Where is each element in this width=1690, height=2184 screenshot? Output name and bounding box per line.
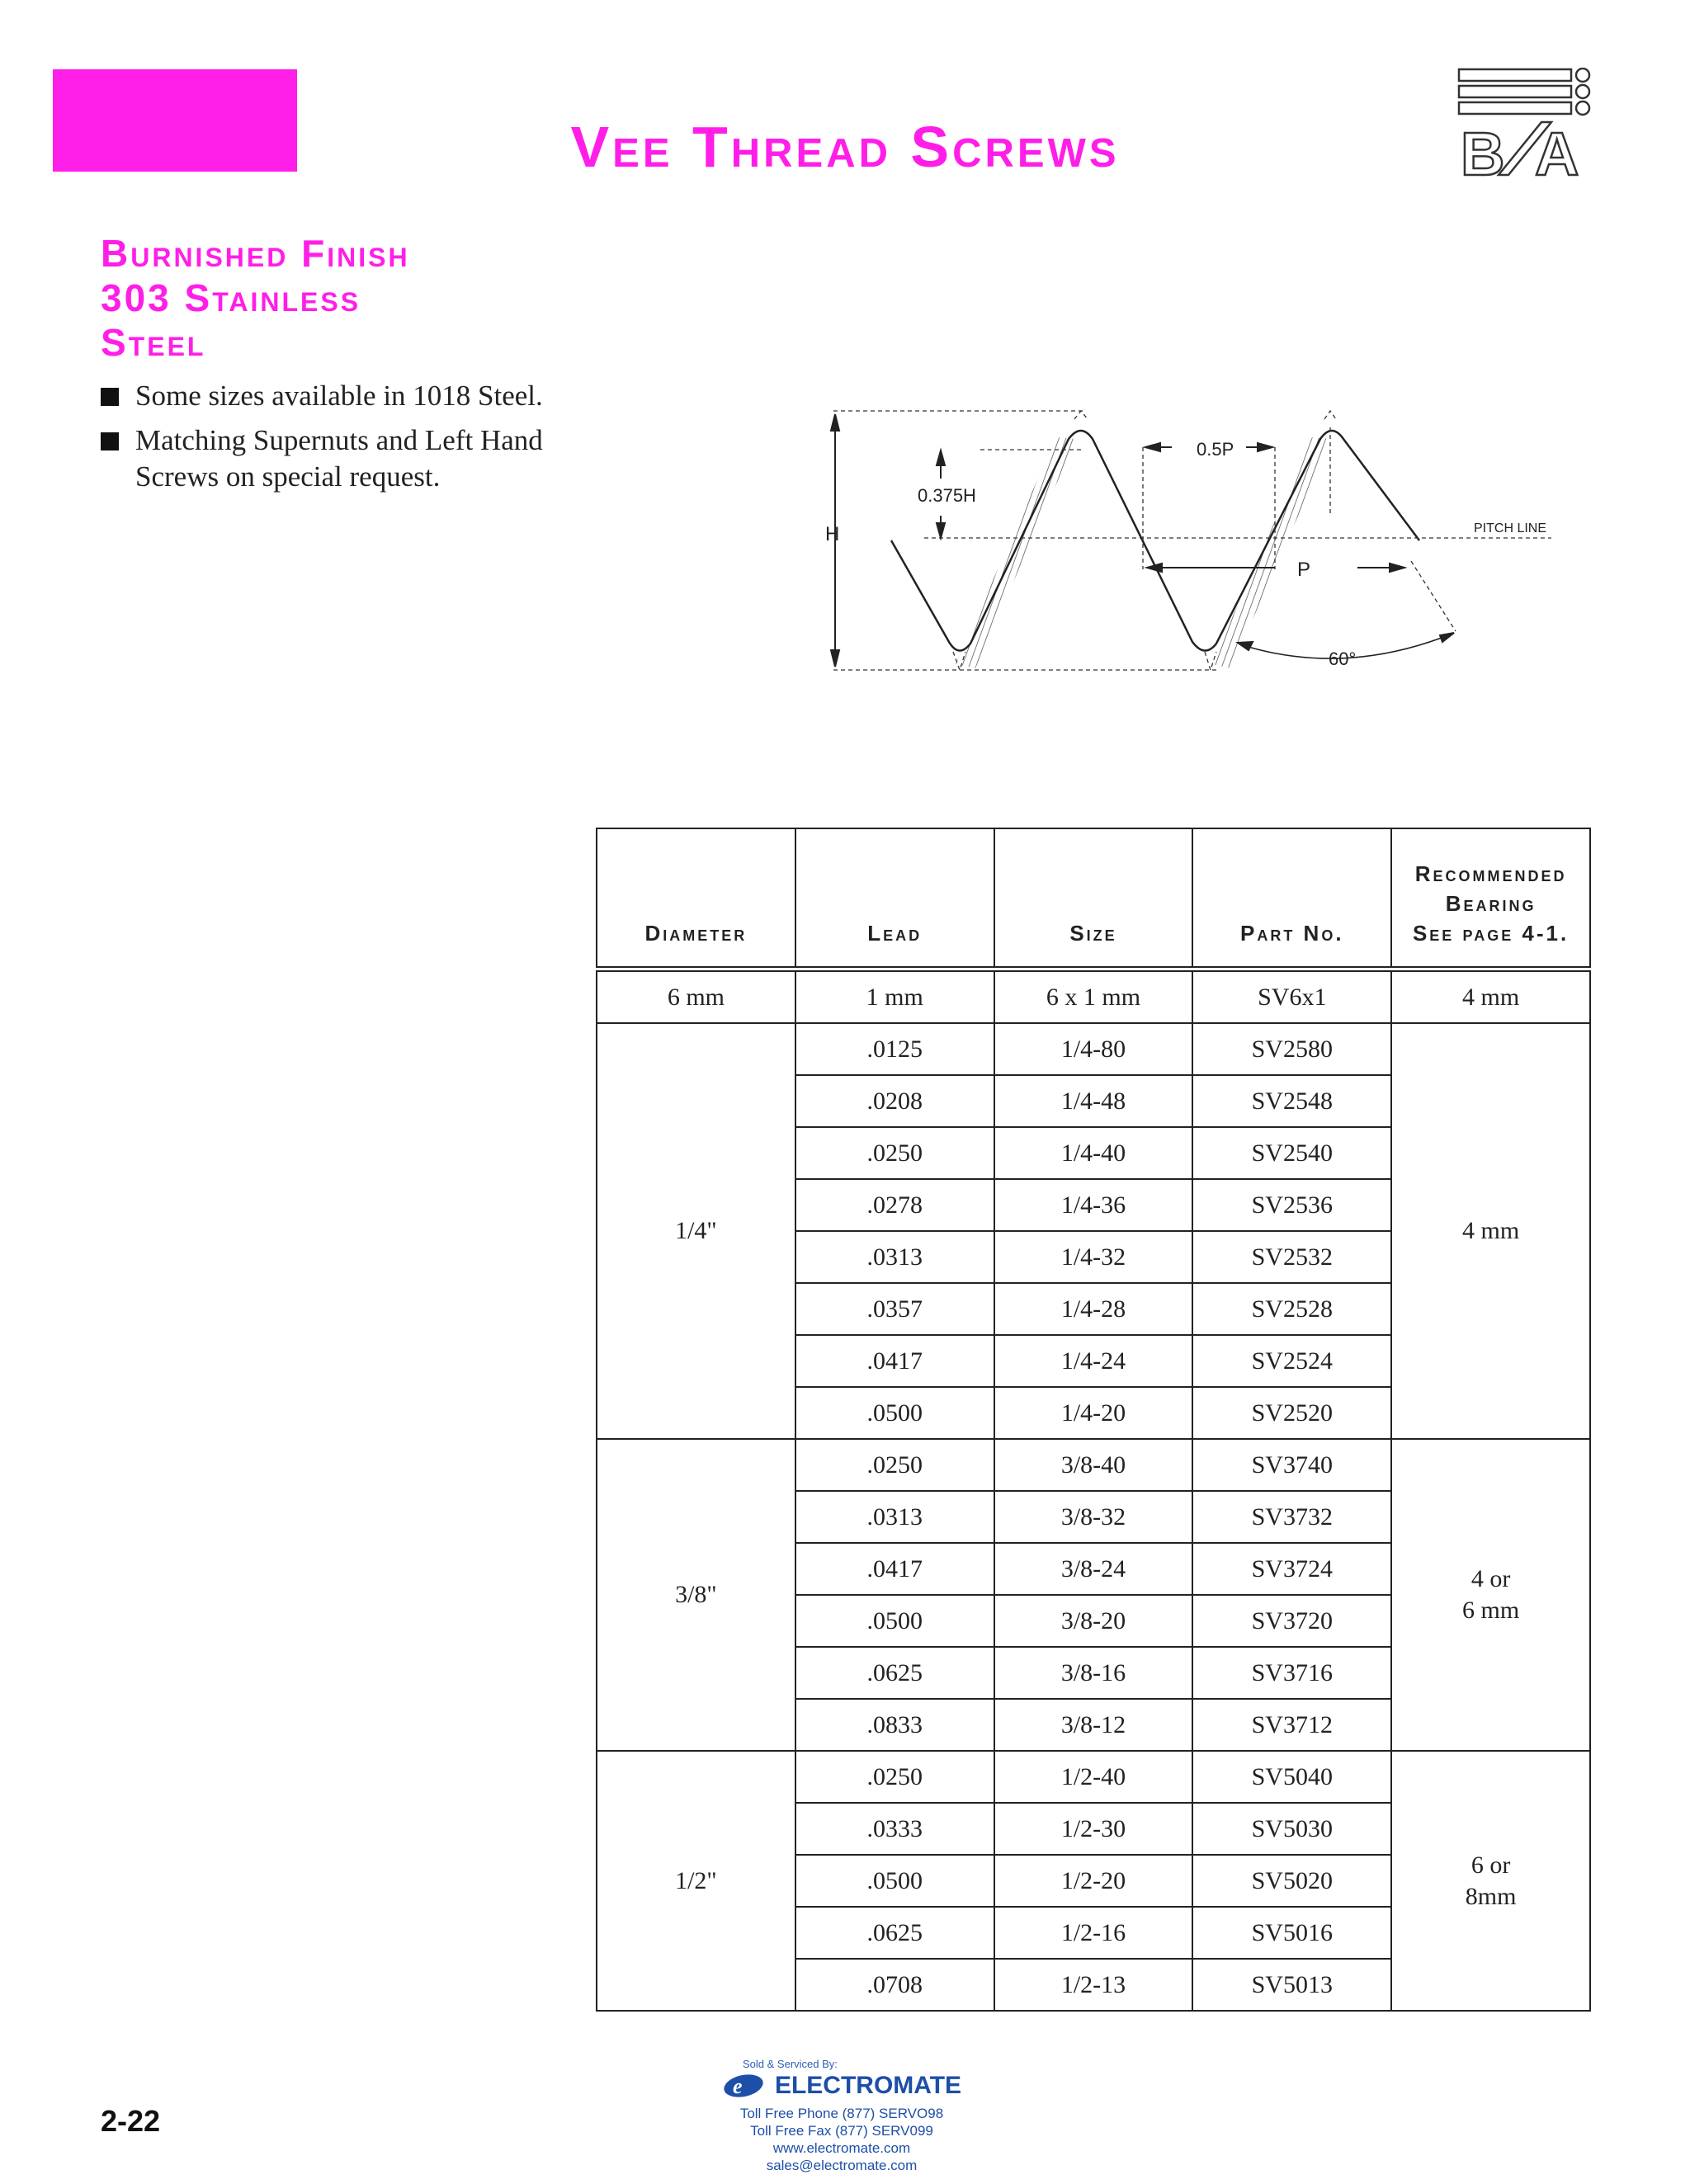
bearing-cell: 4 or 6 mm (1391, 1439, 1590, 1751)
half-p-label: 0.5P (1197, 439, 1234, 460)
p-label: P (1297, 559, 1311, 581)
bearing-header-line: Bearing (1445, 891, 1537, 916)
lead-cell: .0417 (795, 1335, 994, 1387)
lead-cell: .0125 (795, 1023, 994, 1075)
size-cell: 3/8-16 (994, 1647, 1193, 1699)
column-header-diameter: Diameter (597, 828, 795, 969)
part-number-cell: SV5013 (1192, 1959, 1391, 2011)
bearing-header-line: See page 4-1. (1412, 921, 1570, 946)
diameter-cell: 6 mm (597, 969, 795, 1024)
feature-list (101, 378, 596, 503)
subtitle-line: Steel (101, 321, 206, 364)
size-cell: 3/8-20 (994, 1595, 1193, 1647)
h-label: H (825, 523, 840, 545)
size-cell: 1/4-24 (994, 1335, 1193, 1387)
size-cell: 3/8-24 (994, 1543, 1193, 1595)
size-cell: 1/4-48 (994, 1075, 1193, 1127)
column-header-bearing (1391, 828, 1590, 969)
part-number-cell: SV3716 (1192, 1647, 1391, 1699)
lead-cell: .0500 (795, 1387, 994, 1439)
lead-cell: .0833 (795, 1699, 994, 1751)
part-number-cell: SV3712 (1192, 1699, 1391, 1751)
diameter-cell: 3/8" (597, 1439, 795, 1751)
part-number-cell: SV2580 (1192, 1023, 1391, 1075)
size-cell: 3/8-32 (994, 1491, 1193, 1543)
feature-item (101, 378, 596, 414)
bearing-cell: 6 or 8mm (1391, 1751, 1590, 2011)
lead-cell: .0500 (795, 1595, 994, 1647)
lead-cell: .0708 (795, 1959, 994, 2011)
lead-cell: .0313 (795, 1491, 994, 1543)
svg-text:e: e (732, 2074, 743, 2098)
feature-text: Matching Supernuts and Left Hand Screws on special request. (135, 424, 543, 493)
lead-cell: .0500 (795, 1855, 994, 1907)
part-number-cell: SV2528 (1192, 1283, 1391, 1335)
lead-cell: .0625 (795, 1907, 994, 1959)
feature-text: Some sizes available in 1018 Steel. (135, 380, 543, 412)
size-cell: 1/4-20 (994, 1387, 1193, 1439)
dealer-footer (677, 2058, 1007, 2174)
subtitle-line: Burnished Finish (101, 232, 410, 275)
column-header-lead: Lead (795, 828, 994, 969)
part-number-cell: SV2520 (1192, 1387, 1391, 1439)
specifications-table (596, 828, 1591, 2012)
size-cell: 1/4-40 (994, 1127, 1193, 1179)
part-number-cell: SV5040 (1192, 1751, 1391, 1803)
page-number: 2-22 (101, 2104, 161, 2138)
diameter-cell: 1/4" (597, 1023, 795, 1439)
h375-label: 0.375H (918, 485, 976, 506)
lead-cell: .0250 (795, 1439, 994, 1491)
bullet-square-icon (101, 432, 119, 450)
dealer-name: ELECTROMATE (774, 2072, 962, 2099)
part-number-cell: SV5020 (1192, 1855, 1391, 1907)
part-number-cell: SV6x1 (1192, 969, 1391, 1024)
lead-cell: .0625 (795, 1647, 994, 1699)
bullet-square-icon (101, 388, 119, 406)
bearing-header-line: Recommended (1414, 861, 1567, 886)
diameter-cell: 1/2" (597, 1751, 795, 2011)
size-cell: 1/4-32 (994, 1231, 1193, 1283)
size-cell: 1/4-36 (994, 1179, 1193, 1231)
dealer-email-link[interactable]: sales@electromate.com (766, 2158, 918, 2173)
electromate-logo-icon (722, 2072, 768, 2100)
lead-cell: .0250 (795, 1127, 994, 1179)
part-number-cell: SV2536 (1192, 1179, 1391, 1231)
pitch-line-label: PITCH LINE (1474, 521, 1547, 535)
lead-cell: 1 mm (795, 969, 994, 1024)
part-number-cell: SV2548 (1192, 1075, 1391, 1127)
part-number-cell: SV3720 (1192, 1595, 1391, 1647)
part-number-cell: SV3740 (1192, 1439, 1391, 1491)
part-number-cell: SV3732 (1192, 1491, 1391, 1543)
table-header-row (597, 828, 1590, 969)
size-cell: 1/2-16 (994, 1907, 1193, 1959)
lead-cell: .0208 (795, 1075, 994, 1127)
size-cell: 3/8-40 (994, 1439, 1193, 1491)
dealer-fax: Toll Free Fax (877) SERV099 (750, 2123, 933, 2139)
bsa-logo-icon (1456, 68, 1593, 180)
feature-item (101, 422, 596, 495)
table-row (597, 1751, 1590, 1803)
svg-text:B: B (1461, 120, 1505, 180)
column-header-size: Size (994, 828, 1193, 969)
part-number-cell: SV2540 (1192, 1127, 1391, 1179)
bearing-cell: 4 mm (1391, 969, 1590, 1024)
size-cell: 1/2-30 (994, 1803, 1193, 1855)
lead-cell: .0417 (795, 1543, 994, 1595)
size-cell: 1/4-80 (994, 1023, 1193, 1075)
size-cell: 6 x 1 mm (994, 969, 1193, 1024)
part-number-cell: SV2532 (1192, 1231, 1391, 1283)
lead-cell: .0278 (795, 1179, 994, 1231)
lead-cell: .0357 (795, 1283, 994, 1335)
part-number-cell: SV2524 (1192, 1335, 1391, 1387)
table-row (597, 969, 1590, 1024)
page-title: Vee Thread Screws (570, 115, 1120, 179)
lead-cell: .0313 (795, 1231, 994, 1283)
lead-cell: .0250 (795, 1751, 994, 1803)
part-number-cell: SV3724 (1192, 1543, 1391, 1595)
column-header-part-no: Part No. (1192, 828, 1391, 969)
svg-text:A: A (1535, 120, 1579, 180)
size-cell: 1/2-40 (994, 1751, 1193, 1803)
dealer-phone: Toll Free Phone (877) SERVO98 (739, 2106, 944, 2121)
part-number-cell: SV5030 (1192, 1803, 1391, 1855)
lead-cell: .0333 (795, 1803, 994, 1855)
angle-label: 60° (1329, 649, 1357, 669)
sold-by-label: Sold & Serviced By: (743, 2058, 838, 2070)
thread-profile-diagram (825, 404, 1584, 693)
table-row (597, 1439, 1590, 1491)
table-body (597, 969, 1590, 2012)
size-cell: 3/8-12 (994, 1699, 1193, 1751)
size-cell: 1/4-28 (994, 1283, 1193, 1335)
dealer-brand (677, 2072, 1007, 2100)
thread-profile-line (891, 431, 1419, 651)
product-subtitle (101, 231, 563, 365)
table-row (597, 1023, 1590, 1075)
part-number-cell: SV5016 (1192, 1907, 1391, 1959)
size-cell: 1/2-20 (994, 1855, 1193, 1907)
bearing-cell: 4 mm (1391, 1023, 1590, 1439)
subtitle-line: 303 Stainless (101, 276, 361, 319)
size-cell: 1/2-13 (994, 1959, 1193, 2011)
dealer-website-link[interactable]: www.electromate.com (772, 2140, 911, 2156)
